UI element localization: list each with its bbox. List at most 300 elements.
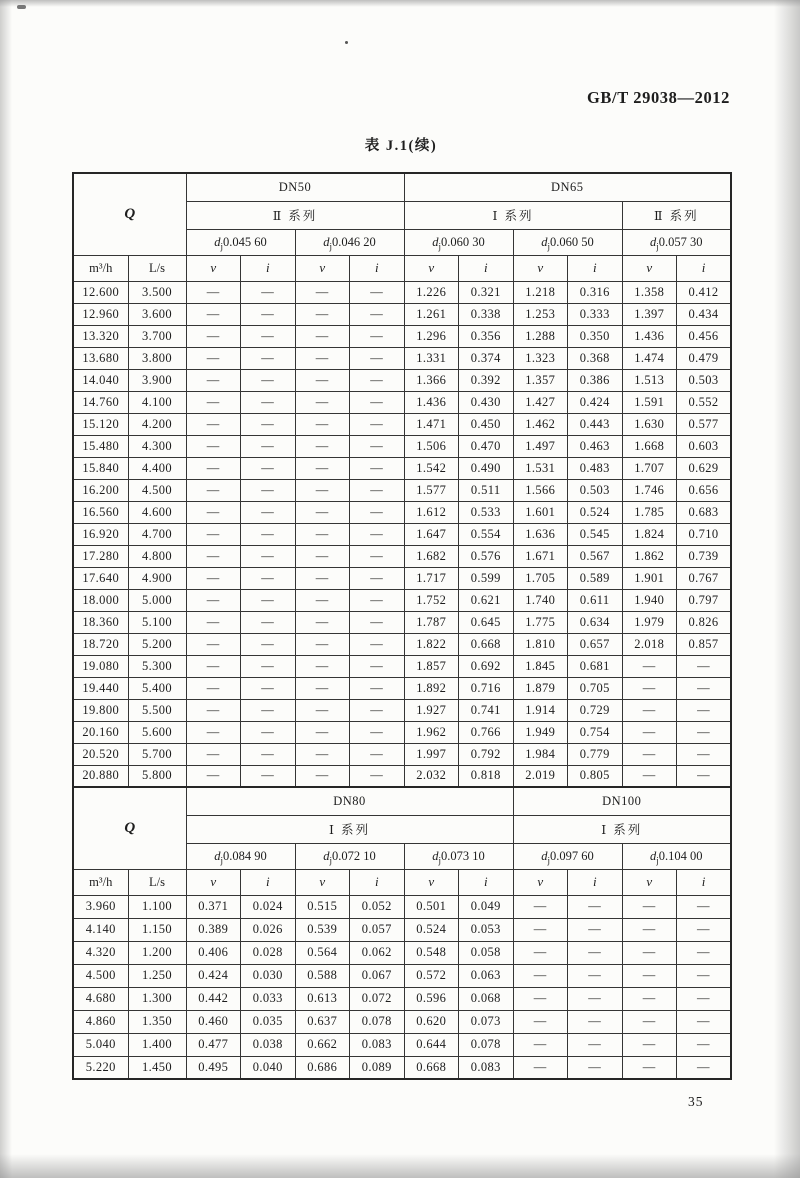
data-value: — [295, 721, 350, 743]
data-value: 0.754 [568, 721, 623, 743]
data-value: — [241, 391, 296, 413]
table-row [73, 611, 731, 633]
data-value: 0.739 [677, 545, 732, 567]
data-value: 0.681 [568, 655, 623, 677]
flow-label-q: Q [73, 173, 186, 255]
data-value: 1.740 [513, 589, 568, 611]
data-value: — [241, 677, 296, 699]
flow-value: 4.500 [73, 964, 128, 987]
velocity-label: v [186, 869, 241, 895]
series-header: Ⅱ 系列 [186, 201, 404, 229]
diameter-subscript: j [329, 855, 332, 865]
data-value: — [186, 545, 241, 567]
flow-value: 19.080 [73, 655, 128, 677]
data-value: — [622, 1056, 677, 1079]
data-value: — [677, 743, 732, 765]
data-value: 1.879 [513, 677, 568, 699]
data-value: 1.630 [622, 413, 677, 435]
table-row [73, 347, 731, 369]
data-value: 1.288 [513, 325, 568, 347]
data-value: 0.729 [568, 699, 623, 721]
data-value: — [241, 545, 296, 567]
table-body [73, 895, 731, 1079]
hydraulic-table-dn80-dn100 [72, 786, 732, 1080]
data-value: 0.490 [459, 457, 514, 479]
data-value: 0.857 [677, 633, 732, 655]
data-value: 1.647 [404, 523, 459, 545]
data-value: — [513, 941, 568, 964]
data-value: — [241, 611, 296, 633]
diameter-subscript: j [220, 855, 223, 865]
data-value: 0.443 [568, 413, 623, 435]
diameter-subscript: j [547, 855, 550, 865]
gradient-label: i [241, 255, 296, 281]
data-value: 0.503 [677, 369, 732, 391]
data-value: 1.462 [513, 413, 568, 435]
data-value: — [186, 567, 241, 589]
data-value: 0.503 [568, 479, 623, 501]
data-value: — [622, 743, 677, 765]
data-value: — [295, 281, 350, 303]
data-value: — [350, 391, 405, 413]
data-value: 0.515 [295, 895, 350, 918]
data-value: — [241, 347, 296, 369]
data-value: — [241, 325, 296, 347]
data-value: 1.357 [513, 369, 568, 391]
data-value: — [241, 721, 296, 743]
flow-value: 5.700 [128, 743, 186, 765]
data-value: — [622, 1033, 677, 1056]
gradient-label: i [568, 255, 623, 281]
data-value: 0.805 [568, 765, 623, 787]
data-value: 0.554 [459, 523, 514, 545]
data-value: — [186, 523, 241, 545]
data-value: — [350, 611, 405, 633]
data-value: 1.427 [513, 391, 568, 413]
flow-value: 19.800 [73, 699, 128, 721]
data-value: 0.424 [568, 391, 623, 413]
data-value: — [295, 699, 350, 721]
data-value: — [677, 1033, 732, 1056]
data-value: — [350, 545, 405, 567]
data-value: 1.513 [622, 369, 677, 391]
data-value: 0.668 [459, 633, 514, 655]
data-value: 0.797 [677, 589, 732, 611]
table-row [73, 325, 731, 347]
data-value: 1.984 [513, 743, 568, 765]
data-value: 1.824 [622, 523, 677, 545]
data-value: — [622, 987, 677, 1010]
data-value: — [295, 501, 350, 523]
data-value: — [513, 918, 568, 941]
series-header: Ⅰ 系列 [404, 201, 622, 229]
velocity-label: v [513, 255, 568, 281]
flow-value: 1.150 [128, 918, 186, 941]
flow-value: 5.200 [128, 633, 186, 655]
diameter-subscript: j [656, 855, 659, 865]
flow-value: 4.320 [73, 941, 128, 964]
dn-size-header: DN50 [186, 173, 404, 201]
table-row [73, 567, 731, 589]
data-value: 1.474 [622, 347, 677, 369]
flow-value: 19.440 [73, 677, 128, 699]
data-value: — [295, 435, 350, 457]
flow-value: 1.450 [128, 1056, 186, 1079]
unit-m3h: m³/h [73, 869, 128, 895]
flow-value: 18.000 [73, 589, 128, 611]
data-value: 1.752 [404, 589, 459, 611]
series-header: Ⅱ 系列 [622, 201, 731, 229]
data-value: — [350, 303, 405, 325]
data-value: — [186, 611, 241, 633]
data-value: — [186, 501, 241, 523]
diameter-symbol: d [323, 848, 330, 863]
dn-size-header: DN65 [404, 173, 731, 201]
flow-value: 20.880 [73, 765, 128, 787]
data-value: 0.656 [677, 479, 732, 501]
data-value: 1.397 [622, 303, 677, 325]
data-value: — [295, 611, 350, 633]
data-value: 0.333 [568, 303, 623, 325]
data-value: 0.577 [677, 413, 732, 435]
data-value: — [186, 303, 241, 325]
data-value: — [241, 633, 296, 655]
table-row [73, 721, 731, 743]
table-row [73, 413, 731, 435]
data-value: 1.775 [513, 611, 568, 633]
data-value: 0.078 [350, 1010, 405, 1033]
diameter-symbol: d [432, 848, 439, 863]
standard-number: GB/T 29038—2012 [586, 88, 730, 107]
flow-value: 4.860 [73, 1010, 128, 1033]
data-value: 0.434 [677, 303, 732, 325]
data-value: — [513, 895, 568, 918]
velocity-label: v [513, 869, 568, 895]
data-value: 2.032 [404, 765, 459, 787]
flow-value: 5.100 [128, 611, 186, 633]
data-value: 1.566 [513, 479, 568, 501]
flow-value: 5.800 [128, 765, 186, 787]
data-value: — [241, 523, 296, 545]
flow-value: 3.900 [128, 369, 186, 391]
data-value: 0.692 [459, 655, 514, 677]
data-value: — [295, 347, 350, 369]
data-value: 0.058 [459, 941, 514, 964]
data-value: — [350, 743, 405, 765]
flow-value: 12.600 [73, 281, 128, 303]
gradient-label: i [677, 869, 732, 895]
data-value: 1.226 [404, 281, 459, 303]
data-value: — [295, 765, 350, 787]
data-value: 0.024 [241, 895, 296, 918]
data-value: 0.539 [295, 918, 350, 941]
table-row [73, 479, 731, 501]
header-row-units [73, 255, 731, 281]
data-value: — [295, 325, 350, 347]
data-value: — [677, 655, 732, 677]
data-value: 1.331 [404, 347, 459, 369]
table-body [73, 281, 731, 787]
data-value: — [677, 918, 732, 941]
diameter-symbol: d [650, 234, 657, 249]
flow-value: 4.680 [73, 987, 128, 1010]
diameter-symbol: d [432, 234, 439, 249]
data-value: 1.612 [404, 501, 459, 523]
data-value: 1.901 [622, 567, 677, 589]
diameter-symbol: d [214, 848, 221, 863]
table-row [73, 1033, 731, 1056]
data-value: — [186, 655, 241, 677]
data-value: 1.542 [404, 457, 459, 479]
table-row [73, 918, 731, 941]
data-value: — [241, 765, 296, 787]
data-value: 0.386 [568, 369, 623, 391]
data-value: 1.862 [622, 545, 677, 567]
hydraulic-table-dn50-dn65 [72, 172, 732, 788]
data-value: 0.589 [568, 567, 623, 589]
data-value: 1.787 [404, 611, 459, 633]
data-value: 0.368 [568, 347, 623, 369]
data-value: — [677, 987, 732, 1010]
flow-value: 4.700 [128, 523, 186, 545]
inner-diameter-header: $d_j0.072$ 10 [295, 843, 404, 869]
data-value: — [241, 281, 296, 303]
data-value: — [241, 479, 296, 501]
data-value: 1.927 [404, 699, 459, 721]
scan-edge-bottom [0, 1154, 800, 1178]
header-row-dn [73, 173, 731, 201]
table-row [73, 743, 731, 765]
data-value: 1.577 [404, 479, 459, 501]
data-value: — [677, 941, 732, 964]
diameter-subscript: j [438, 855, 441, 865]
data-value: — [295, 633, 350, 655]
data-value: 0.637 [295, 1010, 350, 1033]
data-value: 1.705 [513, 567, 568, 589]
flow-value: 1.350 [128, 1010, 186, 1033]
data-value: — [568, 895, 623, 918]
data-value: 0.412 [677, 281, 732, 303]
data-value: 0.035 [241, 1010, 296, 1033]
data-value: — [350, 435, 405, 457]
flow-value: 4.200 [128, 413, 186, 435]
table-row [73, 435, 731, 457]
diameter-symbol: d [214, 234, 221, 249]
inner-diameter-header: $d_j0.057$ 30 [622, 229, 731, 255]
data-value: 0.603 [677, 435, 732, 457]
scan-edge-top [0, 0, 800, 7]
data-value: — [350, 589, 405, 611]
data-value: 0.620 [404, 1010, 459, 1033]
data-value: 1.707 [622, 457, 677, 479]
table-row [73, 699, 731, 721]
data-value: — [186, 391, 241, 413]
data-value: 0.356 [459, 325, 514, 347]
data-value: — [350, 567, 405, 589]
inner-diameter-header: $d_j0.060$ 30 [404, 229, 513, 255]
flow-value: 1.200 [128, 941, 186, 964]
diameter-symbol: d [541, 234, 548, 249]
data-value: — [513, 964, 568, 987]
data-value: 0.657 [568, 633, 623, 655]
data-value: — [677, 677, 732, 699]
flow-value: 1.300 [128, 987, 186, 1010]
data-value: — [513, 1056, 568, 1079]
data-value: 0.089 [350, 1056, 405, 1079]
data-value: — [677, 721, 732, 743]
data-value: 1.940 [622, 589, 677, 611]
unit-m3h: m³/h [73, 255, 128, 281]
data-value: 2.018 [622, 633, 677, 655]
data-value: 0.533 [459, 501, 514, 523]
data-value: 1.531 [513, 457, 568, 479]
data-value: 0.063 [459, 964, 514, 987]
flow-value: 14.040 [73, 369, 128, 391]
velocity-label: v [622, 869, 677, 895]
data-value: — [295, 523, 350, 545]
data-value: 0.424 [186, 964, 241, 987]
data-value: 0.766 [459, 721, 514, 743]
data-value: — [295, 391, 350, 413]
data-value: 0.316 [568, 281, 623, 303]
data-value: 0.483 [568, 457, 623, 479]
data-value: 1.436 [622, 325, 677, 347]
data-value: — [241, 743, 296, 765]
data-value: — [186, 457, 241, 479]
data-value: — [622, 941, 677, 964]
table-row [73, 523, 731, 545]
data-value: 0.072 [350, 987, 405, 1010]
data-value: 0.052 [350, 895, 405, 918]
flow-value: 17.280 [73, 545, 128, 567]
table-row [73, 589, 731, 611]
data-value: — [295, 589, 350, 611]
data-value: — [568, 964, 623, 987]
data-value: 0.479 [677, 347, 732, 369]
flow-value: 3.800 [128, 347, 186, 369]
flow-value: 12.960 [73, 303, 128, 325]
data-value: 1.682 [404, 545, 459, 567]
data-value: 0.599 [459, 567, 514, 589]
velocity-label: v [404, 255, 459, 281]
data-value: — [677, 699, 732, 721]
data-value: — [513, 1010, 568, 1033]
data-value: 1.497 [513, 435, 568, 457]
diameter-symbol: d [323, 234, 330, 249]
data-value: — [622, 918, 677, 941]
flow-value: 4.100 [128, 391, 186, 413]
data-value: 1.892 [404, 677, 459, 699]
data-value: — [622, 765, 677, 787]
data-value: — [295, 545, 350, 567]
data-value: 0.495 [186, 1056, 241, 1079]
data-value: 0.374 [459, 347, 514, 369]
gradient-label: i [241, 869, 296, 895]
data-value: 0.567 [568, 545, 623, 567]
flow-value: 20.520 [73, 743, 128, 765]
data-value: 0.564 [295, 941, 350, 964]
data-value: — [350, 721, 405, 743]
data-value: 1.261 [404, 303, 459, 325]
data-value: 1.471 [404, 413, 459, 435]
data-value: — [186, 347, 241, 369]
data-value: 0.083 [459, 1056, 514, 1079]
data-value: 0.078 [459, 1033, 514, 1056]
data-value: 0.026 [241, 918, 296, 941]
flow-value: 17.640 [73, 567, 128, 589]
data-value: — [295, 369, 350, 391]
flow-value: 5.000 [128, 589, 186, 611]
flow-value: 5.040 [73, 1033, 128, 1056]
data-value: — [241, 303, 296, 325]
flow-value: 16.200 [73, 479, 128, 501]
velocity-label: v [295, 255, 350, 281]
data-value: — [295, 303, 350, 325]
inner-diameter-header: $d_j0.084$ 90 [186, 843, 295, 869]
data-value: — [186, 699, 241, 721]
data-value: — [350, 501, 405, 523]
flow-value: 15.120 [73, 413, 128, 435]
flow-value: 4.600 [128, 501, 186, 523]
data-value: 0.779 [568, 743, 623, 765]
data-value: — [622, 699, 677, 721]
data-value: 0.430 [459, 391, 514, 413]
table-row [73, 457, 731, 479]
data-value: — [677, 1056, 732, 1079]
table-row [73, 303, 731, 325]
data-value: — [622, 721, 677, 743]
data-value: — [350, 347, 405, 369]
data-value: — [186, 435, 241, 457]
data-value: 0.068 [459, 987, 514, 1010]
data-value: 0.477 [186, 1033, 241, 1056]
table-row [73, 1056, 731, 1079]
data-value: — [295, 743, 350, 765]
data-value: — [568, 1010, 623, 1033]
gradient-label: i [568, 869, 623, 895]
data-value: 1.914 [513, 699, 568, 721]
data-value: 0.686 [295, 1056, 350, 1079]
data-value: — [186, 633, 241, 655]
data-value: — [241, 589, 296, 611]
data-value: 0.406 [186, 941, 241, 964]
data-value: 0.716 [459, 677, 514, 699]
table-row [73, 941, 731, 964]
data-value: 0.710 [677, 523, 732, 545]
unit-ls: L/s [128, 255, 186, 281]
data-value: 0.548 [404, 941, 459, 964]
flow-value: 18.720 [73, 633, 128, 655]
data-value: 0.634 [568, 611, 623, 633]
data-value: 1.962 [404, 721, 459, 743]
data-value: 0.552 [677, 391, 732, 413]
flow-value: 16.560 [73, 501, 128, 523]
data-value: — [350, 413, 405, 435]
data-value: 0.588 [295, 964, 350, 987]
table-row [73, 281, 731, 303]
velocity-label: v [295, 869, 350, 895]
data-value: 0.705 [568, 677, 623, 699]
velocity-label: v [404, 869, 459, 895]
data-value: — [568, 941, 623, 964]
table-header [73, 173, 731, 281]
data-value: 0.083 [350, 1033, 405, 1056]
data-value: — [350, 677, 405, 699]
data-value: 1.358 [622, 281, 677, 303]
data-value: — [568, 1056, 623, 1079]
data-value: 0.460 [186, 1010, 241, 1033]
data-value: 0.392 [459, 369, 514, 391]
